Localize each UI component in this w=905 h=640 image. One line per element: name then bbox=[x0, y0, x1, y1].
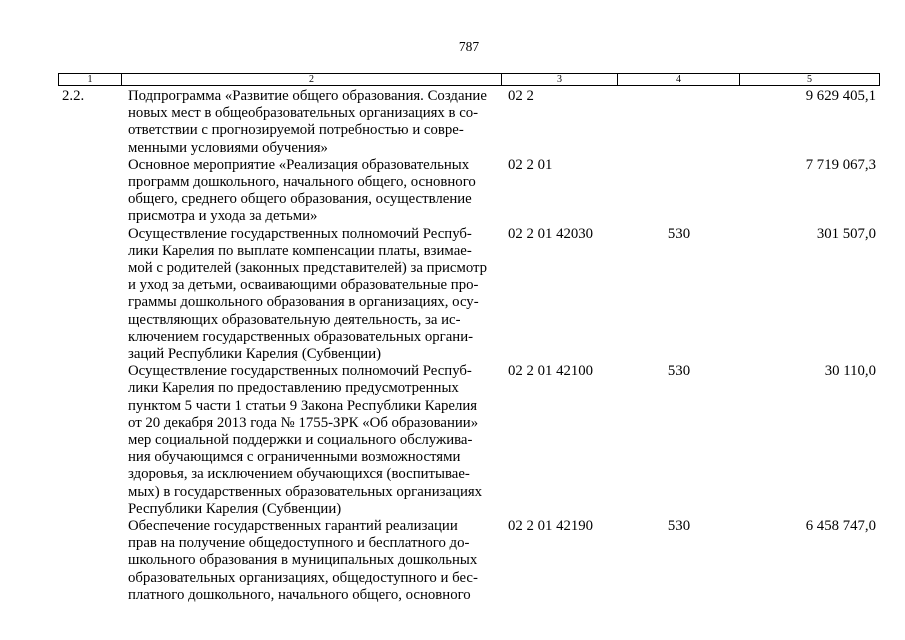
table-row bbox=[59, 226, 880, 364]
table-row bbox=[59, 88, 880, 157]
table-body bbox=[58, 88, 880, 604]
row-name: Подпрограмма «Развитие общего образования. Создание новых мест в общеобразовательных организациях в со- ответствии с прогнозируемой потребностью и совре- менными условиями обучения» bbox=[128, 88, 487, 156]
row-number: 2.2. bbox=[62, 88, 85, 104]
table-row bbox=[59, 157, 880, 226]
row-amount: 6 458 747,0 bbox=[805, 518, 876, 535]
table-row bbox=[59, 363, 880, 518]
header-cell-5: 5 bbox=[740, 74, 880, 85]
table-header bbox=[58, 73, 880, 86]
row-name: Осуществление государственных полномочий Респуб- лики Карелия по выплате компенсации платы, взимае- мой с родителей (законных представителей) за присмотр и уход за детьми, осваивающими образовательные про- граммы дошкольного образования в организациях, осу- ществляющих образовательную деятельность, за ис- ключением государственных образовательных органи- заций Республики Карелия (Субвенции) bbox=[128, 225, 488, 363]
row-type: 530 bbox=[667, 363, 691, 380]
row-name: Основное мероприятие «Реализация образовательных программ дошкольного, начального общего, основного общего, среднего общего образования, осуществление присмотра и ухода за детьми» bbox=[128, 156, 476, 225]
row-amount: 9 629 405,1 bbox=[805, 88, 876, 104]
row-amount: 30 110,0 bbox=[824, 363, 876, 380]
header-cell-1: 1 bbox=[59, 74, 122, 85]
row-code: 02 2 01 42030 bbox=[508, 225, 594, 242]
row-type: 530 bbox=[667, 225, 691, 242]
budget-table bbox=[58, 73, 880, 604]
row-name: Осуществление государственных полномочий Респуб- лики Карелия по предоставлению предусмотренных пунктом 5 части 1 статьи 9 Закона Республики Карелия от 20 декабря 2013 года № 1755-ЗРК «Об образовании» мер социальной поддержки и социального обслужива- ния обучающимся с ограниченными возможностями здоровья, за исключением обучающихся (воспитывае- мых) в государственных образовательных организациях Республики Карелия (Субвенции) bbox=[128, 363, 483, 517]
row-amount: 301 507,0 bbox=[816, 225, 876, 242]
page-number: 787 bbox=[458, 39, 480, 54]
row-code: 02 2 01 42100 bbox=[508, 363, 594, 380]
header-cell-4: 4 bbox=[618, 74, 740, 85]
row-code: 02 2 01 bbox=[508, 156, 553, 173]
header-cell-2: 2 bbox=[122, 74, 502, 85]
row-name: Обеспечение государственных гарантий реализации прав на получение общедоступного и бесплатного до- школьного образования в муниципальных дошкольных образовательных организациях, общедоступного и бес- платного дошкольного, начального общего, основного bbox=[128, 518, 478, 603]
row-code: 02 2 bbox=[508, 88, 534, 104]
row-code: 02 2 01 42190 bbox=[508, 518, 594, 535]
row-type: 530 bbox=[667, 518, 691, 535]
row-amount: 7 719 067,3 bbox=[805, 156, 876, 173]
table-row bbox=[59, 518, 880, 604]
header-cell-3: 3 bbox=[502, 74, 618, 85]
